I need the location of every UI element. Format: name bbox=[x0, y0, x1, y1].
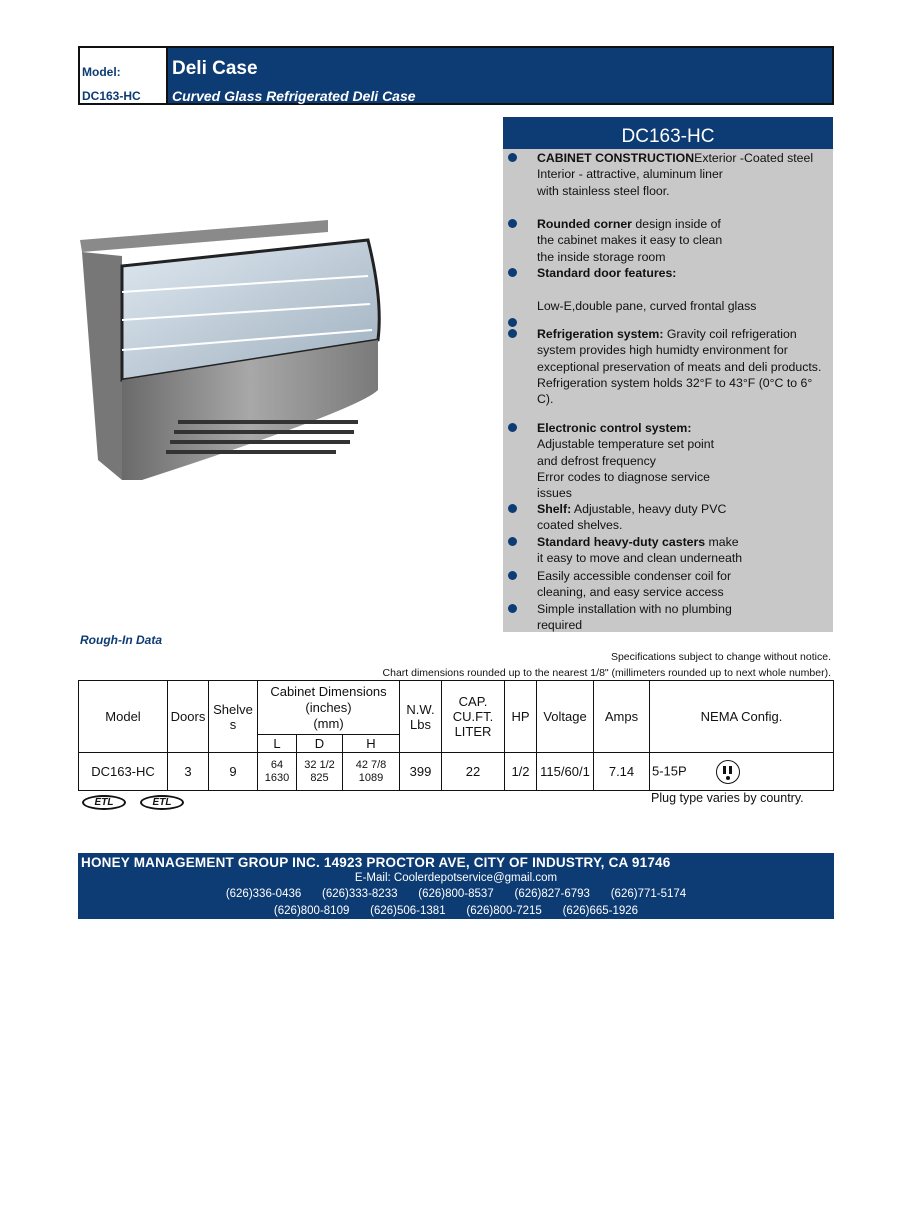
spec-panel bbox=[503, 117, 833, 632]
cell-L-in: 64 bbox=[270, 758, 284, 771]
th-model: Model bbox=[79, 681, 168, 753]
bullet-icon bbox=[508, 504, 517, 513]
page-subtitle: Curved Glass Refrigerated Deli Case bbox=[172, 88, 416, 104]
header-bar bbox=[78, 46, 834, 105]
th-nema: NEMA Config. bbox=[650, 681, 834, 753]
bullet-icon bbox=[508, 571, 517, 580]
cell-doors: 3 bbox=[168, 753, 209, 791]
spec-item-text: Exterior -Coated steel Interior - attractive, aluminum liner with stainless steel floor. bbox=[537, 151, 814, 198]
title-cell bbox=[168, 48, 832, 103]
spec-item-text: Easily accessible condenser coil for cleaning, and easy service access bbox=[537, 569, 732, 600]
phone-list-2: (626)800-8109 (626)506-1381 (626)800-7215 (626)665-1926 bbox=[273, 905, 639, 917]
spec-item-text: Adjustable, heavy duty PVC coated shelves. bbox=[537, 502, 727, 533]
spec-item-text: Low-E,double pane, curved frontal glass bbox=[537, 298, 757, 313]
phone-list-1: (626)336-0436 (626)333-8233 (626)800-8537 (626)827-6793 (626)771-5174 bbox=[225, 888, 687, 900]
spec-item-heading: Standard door features: bbox=[537, 266, 677, 280]
cell-nw: 399 bbox=[400, 753, 442, 791]
cell-hp: 1/2 bbox=[505, 753, 537, 791]
footer bbox=[78, 853, 834, 919]
bullet-icon bbox=[508, 604, 517, 613]
spec-item-heading: Refrigeration system: bbox=[537, 327, 664, 341]
plug-note: Plug type varies by country. bbox=[651, 791, 804, 805]
spec-panel-title: DC163-HC bbox=[503, 117, 833, 149]
th-cap: CAP. CU.FT. LITER bbox=[442, 681, 505, 753]
cell-D-in: 32 1/2 bbox=[304, 758, 335, 771]
spec-item-heading: Shelf: bbox=[537, 502, 572, 516]
page-title: Deli Case bbox=[172, 58, 258, 79]
cell-H bbox=[343, 753, 400, 791]
spec-item-text: design inside of the cabinet makes it easy to clean the inside storage room bbox=[537, 217, 723, 264]
spec-item-heading: Rounded corner bbox=[537, 217, 632, 231]
cell-L bbox=[258, 753, 297, 791]
th-nw: N.W. Lbs bbox=[400, 681, 442, 753]
th-doors: Doors bbox=[168, 681, 209, 753]
th-shelves: Shelve s bbox=[209, 681, 258, 753]
spec-item-heading: Standard heavy-duty casters bbox=[537, 535, 706, 549]
spec-item-text: make it easy to move and clean underneath bbox=[537, 535, 743, 566]
cell-amps: 7.14 bbox=[594, 753, 650, 791]
deli-case-image bbox=[78, 180, 388, 490]
bullet-icon bbox=[508, 318, 517, 327]
dimension-notice: Chart dimensions rounded up to the nearest 1/8" (millimeters rounded up to next whole number). bbox=[382, 667, 831, 679]
cell-H-in: 42 7/8 bbox=[355, 758, 387, 771]
cell-L-mm: 1630 bbox=[264, 771, 290, 784]
th-voltage: Voltage bbox=[537, 681, 594, 753]
rough-in-table bbox=[78, 680, 834, 791]
cell-cap: 22 bbox=[442, 753, 505, 791]
spec-item-text: Gravity coil refrigeration system provides high humidty environment for exceptional preservation of meats and deli products. Refrigeration system holds 32°F to 43°F (0°C to 6° C). bbox=[537, 327, 822, 407]
nema-value: 5-15P bbox=[652, 762, 687, 778]
cell-model: DC163-HC bbox=[79, 753, 168, 791]
th-H: H bbox=[343, 735, 400, 753]
bullet-icon bbox=[508, 153, 517, 162]
spec-item-heading: Electronic control system: bbox=[537, 421, 692, 435]
cell-shelves: 9 bbox=[209, 753, 258, 791]
bullet-icon bbox=[508, 423, 517, 432]
etl-sanitation-logo: ETL bbox=[140, 795, 184, 810]
cell-nema bbox=[650, 753, 834, 791]
th-D: D bbox=[297, 735, 343, 753]
bullet-icon bbox=[508, 329, 517, 338]
spec-notice: Specifications subject to change without notice. bbox=[610, 651, 831, 663]
th-amps: Amps bbox=[594, 681, 650, 753]
plug-icon bbox=[716, 760, 740, 784]
cell-voltage: 115/60/1 bbox=[537, 753, 594, 791]
spec-item-text: Simple installation with no plumbing required bbox=[537, 602, 732, 633]
contact-email: E-Mail: Coolerdepotservice@gmail.com bbox=[354, 872, 558, 884]
cell-D-mm: 825 bbox=[310, 771, 329, 784]
spec-item-heading: CABINET CONSTRUCTION bbox=[537, 151, 695, 165]
th-L: L bbox=[258, 735, 297, 753]
bullet-icon bbox=[508, 537, 517, 546]
cell-H-mm: 1089 bbox=[358, 771, 384, 784]
etl-logo: ETL bbox=[82, 795, 126, 810]
spec-item-text: Adjustable temperature set point and defrost frequency Error codes to diagnose service issues bbox=[537, 437, 715, 501]
rough-in-label: Rough-In Data bbox=[80, 633, 162, 647]
bullet-icon bbox=[508, 219, 517, 228]
company-address: HONEY MANAGEMENT GROUP INC. 14923 PROCTOR AVE, CITY OF INDUSTRY, CA 91746 bbox=[81, 855, 671, 870]
th-cabinet: Cabinet Dimensions (inches) (mm) bbox=[258, 681, 400, 735]
model-code: DC163-HC bbox=[82, 89, 141, 103]
model-cell bbox=[80, 48, 168, 103]
cell-D bbox=[297, 753, 343, 791]
table-row bbox=[79, 753, 834, 791]
th-hp: HP bbox=[505, 681, 537, 753]
model-label: Model: bbox=[82, 65, 121, 79]
bullet-icon bbox=[508, 268, 517, 277]
